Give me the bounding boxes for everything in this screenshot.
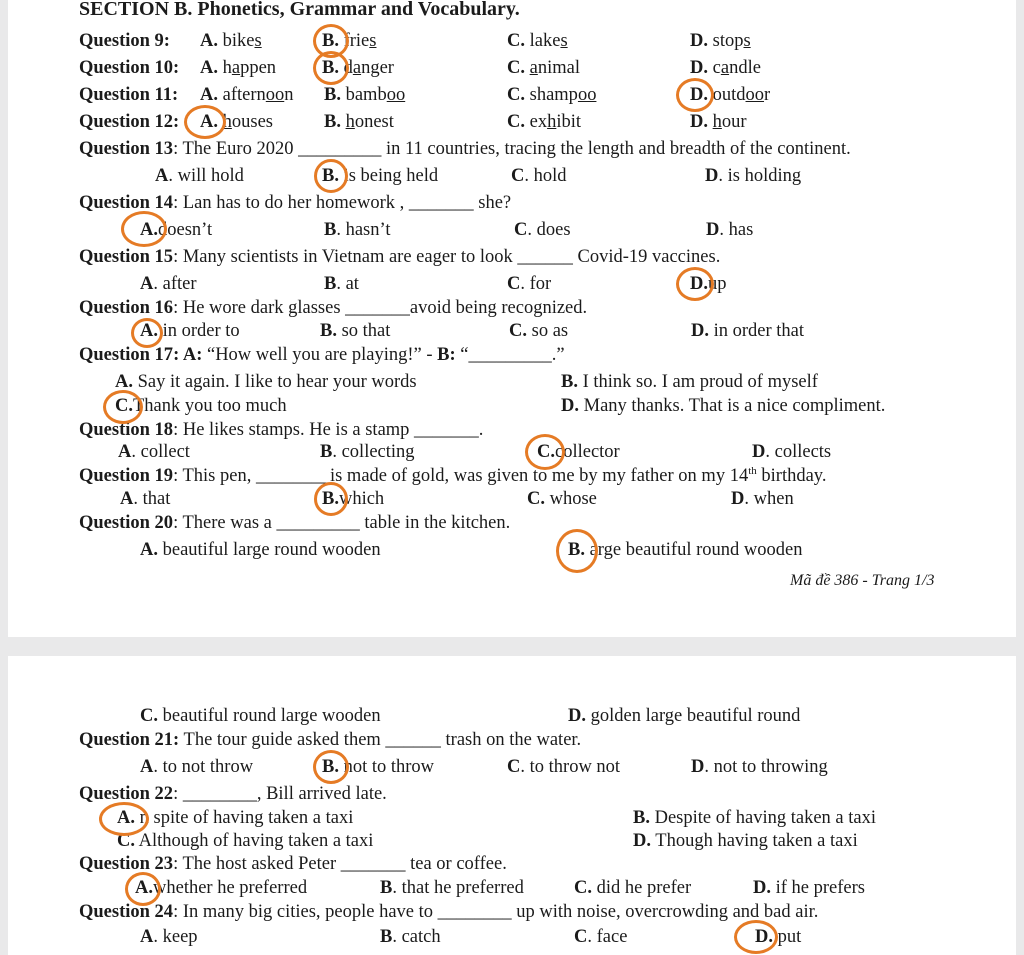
option-a: A. houses xyxy=(200,112,273,132)
question-label: Question 10: xyxy=(79,58,180,78)
question-20-option-b: B. arge beautiful round wooden xyxy=(568,540,803,560)
question-label: Question 11: xyxy=(79,85,179,105)
question-14-option-a: A.doesn’t xyxy=(140,220,213,240)
question-22-stem: Question 22: ________, Bill arrived late. xyxy=(79,784,387,804)
option-b: B. honest xyxy=(324,112,394,132)
option-b: B. fries xyxy=(322,31,377,51)
question-label: Question 12: xyxy=(79,112,180,132)
question-21-stem: Question 21: The tour guide asked them ______ trash on the water. xyxy=(79,730,582,750)
question-14-option-b: B. hasn’t xyxy=(324,220,391,240)
option-d: D. outdoor xyxy=(690,85,771,105)
question-23-stem: Question 23: The host asked Peter _______ tea or coffee. xyxy=(79,854,507,874)
option-d: D. candle xyxy=(690,58,761,78)
option-a: A. happen xyxy=(200,58,277,78)
question-11 xyxy=(79,84,771,106)
question-18-option-c: C.collector xyxy=(537,442,620,462)
question-17-option-d: D. Many thanks. That is a nice compliment. xyxy=(561,396,886,416)
question-23-option-c: C. did he prefer xyxy=(574,878,692,898)
question-22-option-b: B. Despite of having taken a taxi xyxy=(633,808,877,828)
question-15-option-c: C. for xyxy=(507,274,552,294)
question-18-option-a: A. collect xyxy=(118,442,190,462)
question-16-stem: Question 16: He wore dark glasses _______avoid being recognized. xyxy=(79,298,588,318)
option-b: B. danger xyxy=(322,58,394,78)
question-21-option-b: B. not to throw xyxy=(322,757,435,777)
question-17-option-a: A. Say it again. I like to hear your words xyxy=(115,372,417,392)
question-16-option-a: A. in order to xyxy=(140,321,240,341)
question-22-option-c: C. Although of having taken a taxi xyxy=(117,831,374,851)
question-17-option-c: C.Thank you too much xyxy=(115,396,287,416)
question-18-option-d: D. collects xyxy=(752,442,832,462)
question-13-option-d: D. is holding xyxy=(705,166,802,186)
question-21-option-d: D. not to throwing xyxy=(691,757,828,777)
option-c: C. shampoo xyxy=(507,85,597,105)
question-16-option-c: C. so as xyxy=(509,321,569,341)
question-13-option-a: A. will hold xyxy=(155,166,244,186)
question-15-option-d: D.up xyxy=(690,274,727,294)
option-c: C. animal xyxy=(507,58,580,78)
question-15-option-a: A. after xyxy=(140,274,197,294)
question-20-option-d: D. golden large beautiful round xyxy=(568,706,801,726)
question-14-option-c: C. does xyxy=(514,220,571,240)
option-d: D. stops xyxy=(690,31,751,51)
question-21-option-c: C. to throw not xyxy=(507,757,621,777)
question-23-option-a: A.whether he preferred xyxy=(135,878,308,898)
question-label: Question 9: xyxy=(79,31,170,51)
section-title: SECTION B. Phonetics, Grammar and Vocabulary. xyxy=(79,0,520,20)
option-c: C. exhibit xyxy=(507,112,582,132)
question-14-stem: Question 14: Lan has to do her homework , _______ she? xyxy=(79,193,512,213)
option-d: D. hour xyxy=(690,112,747,132)
option-a: A. afternoon xyxy=(200,85,294,105)
question-23-option-d: D. if he prefers xyxy=(753,878,865,898)
question-21-option-a: A. to not throw xyxy=(140,757,254,777)
question-19-option-d: D. when xyxy=(731,489,794,509)
question-17-stem: Question 17: A: “How well you are playing!” - B: “_________.” xyxy=(79,345,565,365)
question-14-option-d: D. has xyxy=(706,220,754,240)
question-12 xyxy=(79,111,747,133)
question-13-stem: Question 13: The Euro 2020 _________ in 11 countries, tracing the length and breadth of the continent. xyxy=(79,139,851,159)
question-9 xyxy=(79,30,751,52)
question-10 xyxy=(79,57,761,79)
question-20-option-a: A. beautiful large round wooden xyxy=(140,540,381,560)
question-16-option-d: D. in order that xyxy=(691,321,805,341)
question-15-stem: Question 15: Many scientists in Vietnam are eager to look ______ Covid-19 vaccines. xyxy=(79,247,721,267)
question-16-option-b: B. so that xyxy=(320,321,391,341)
question-13-option-b: B. is being held xyxy=(322,166,439,186)
option-b: B. bamboo xyxy=(324,85,406,105)
question-24-option-b: B. catch xyxy=(380,927,441,947)
question-24-option-a: A. keep xyxy=(140,927,198,947)
question-24-option-c: C. face xyxy=(574,927,628,947)
question-13-option-c: C. hold xyxy=(511,166,567,186)
question-22-option-d: D. Though having taken a taxi xyxy=(633,831,858,851)
question-23-option-b: B. that he preferred xyxy=(380,878,524,898)
question-18-stem: Question 18: He likes stamps. He is a stamp _______. xyxy=(79,420,484,440)
question-24-option-d: D. put xyxy=(755,927,802,947)
question-22-option-a: A. n spite of having taken a taxi xyxy=(117,808,354,828)
page-footer: Mã đề 386 - Trang 1/3 xyxy=(790,572,935,589)
question-24-stem: Question 24: In many big cities, people have to ________ up with noise, overcrowding and bad air. xyxy=(79,902,819,922)
question-17-option-b: B. I think so. I am proud of myself xyxy=(561,372,818,392)
option-a: A. bikes xyxy=(200,31,262,51)
question-18-option-b: B. collecting xyxy=(320,442,415,462)
question-19-option-b: B.which xyxy=(322,489,385,509)
question-19-stem: Question 19: This pen, ________is made of gold, was given to me by my father on my 14th birthday. xyxy=(79,464,827,486)
option-c: C. lakes xyxy=(507,31,568,51)
question-15-option-b: B. at xyxy=(324,274,359,294)
question-19-option-c: C. whose xyxy=(527,489,597,509)
question-20-stem: Question 20: There was a _________ table in the kitchen. xyxy=(79,513,511,533)
question-19-option-a: A. that xyxy=(120,489,171,509)
question-20-option-c: C. beautiful round large wooden xyxy=(140,706,381,726)
